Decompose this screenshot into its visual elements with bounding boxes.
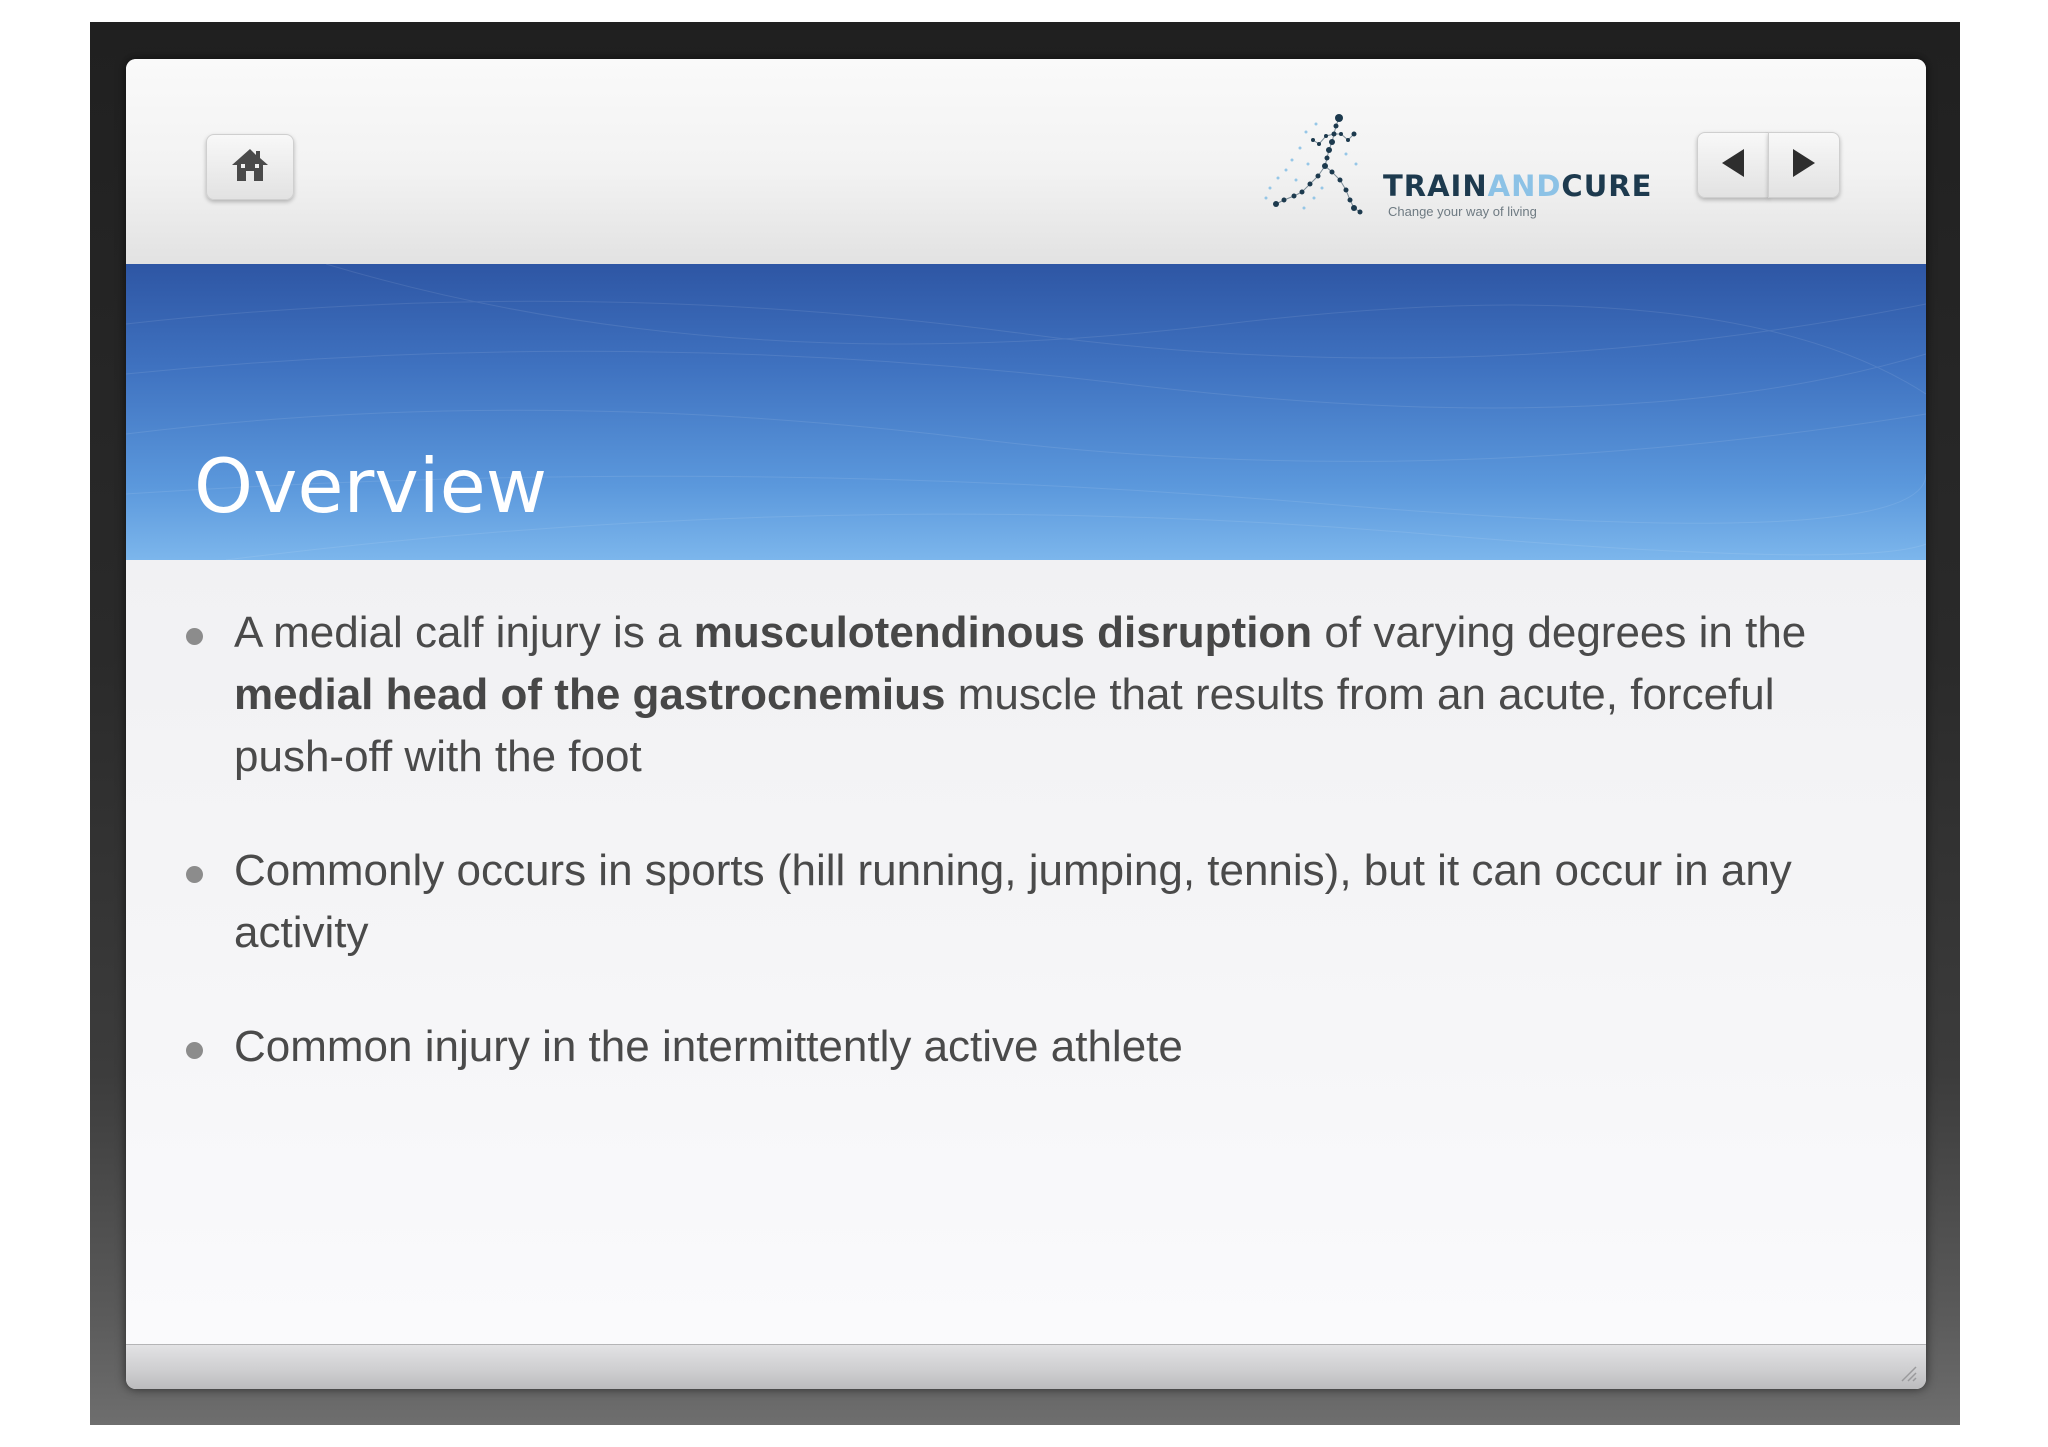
home-button[interactable] [206, 134, 294, 200]
slide-footer [126, 1344, 1926, 1389]
bullet-text: muscle that results from an acute, forceful push-off with the foot [234, 670, 1775, 781]
bullet-item [176, 602, 1876, 788]
bullet-item [176, 840, 1876, 964]
previous-slide-button[interactable] [1697, 132, 1769, 198]
bullet-emphasis: musculotendinous disruption [693, 608, 1313, 657]
bullet-text: A medial calf injury is a [234, 608, 694, 657]
bullet-dot-icon [186, 628, 203, 645]
bullet-item [176, 1016, 1876, 1078]
triangle-left-icon [1718, 146, 1748, 185]
slide-header [126, 59, 1926, 264]
brand-tagline: Change your way of living [1388, 204, 1537, 219]
bullet-emphasis: medial head of the gastrocnemius [234, 670, 946, 719]
triangle-right-icon [1789, 146, 1819, 185]
brand-wordmark [1383, 169, 1653, 203]
home-icon [230, 146, 270, 189]
resize-grip-icon[interactable] [1896, 1361, 1918, 1383]
bullet-text: Commonly occurs in sports (hill running, jumping, tennis), but it can occur in any activity [234, 846, 1792, 957]
slide [126, 59, 1926, 1389]
next-slide-button[interactable] [1768, 132, 1840, 198]
brand-part-train: TRAIN [1383, 169, 1488, 203]
bullet-list [176, 602, 1876, 1078]
brand-part-cure: CURE [1561, 169, 1653, 203]
slide-content [126, 560, 1926, 1345]
title-band [126, 264, 1926, 560]
bullet-text: Common injury in the intermittently active athlete [234, 1022, 1183, 1071]
brand-part-and: AND [1487, 169, 1562, 203]
bullet-text: of varying degrees in the [1312, 608, 1807, 657]
running-figure-icon [1256, 104, 1386, 234]
bullet-dot-icon [186, 866, 203, 883]
slide-title: Overview [194, 442, 548, 530]
bullet-dot-icon [186, 1042, 203, 1059]
slide-navigation [1697, 132, 1839, 198]
